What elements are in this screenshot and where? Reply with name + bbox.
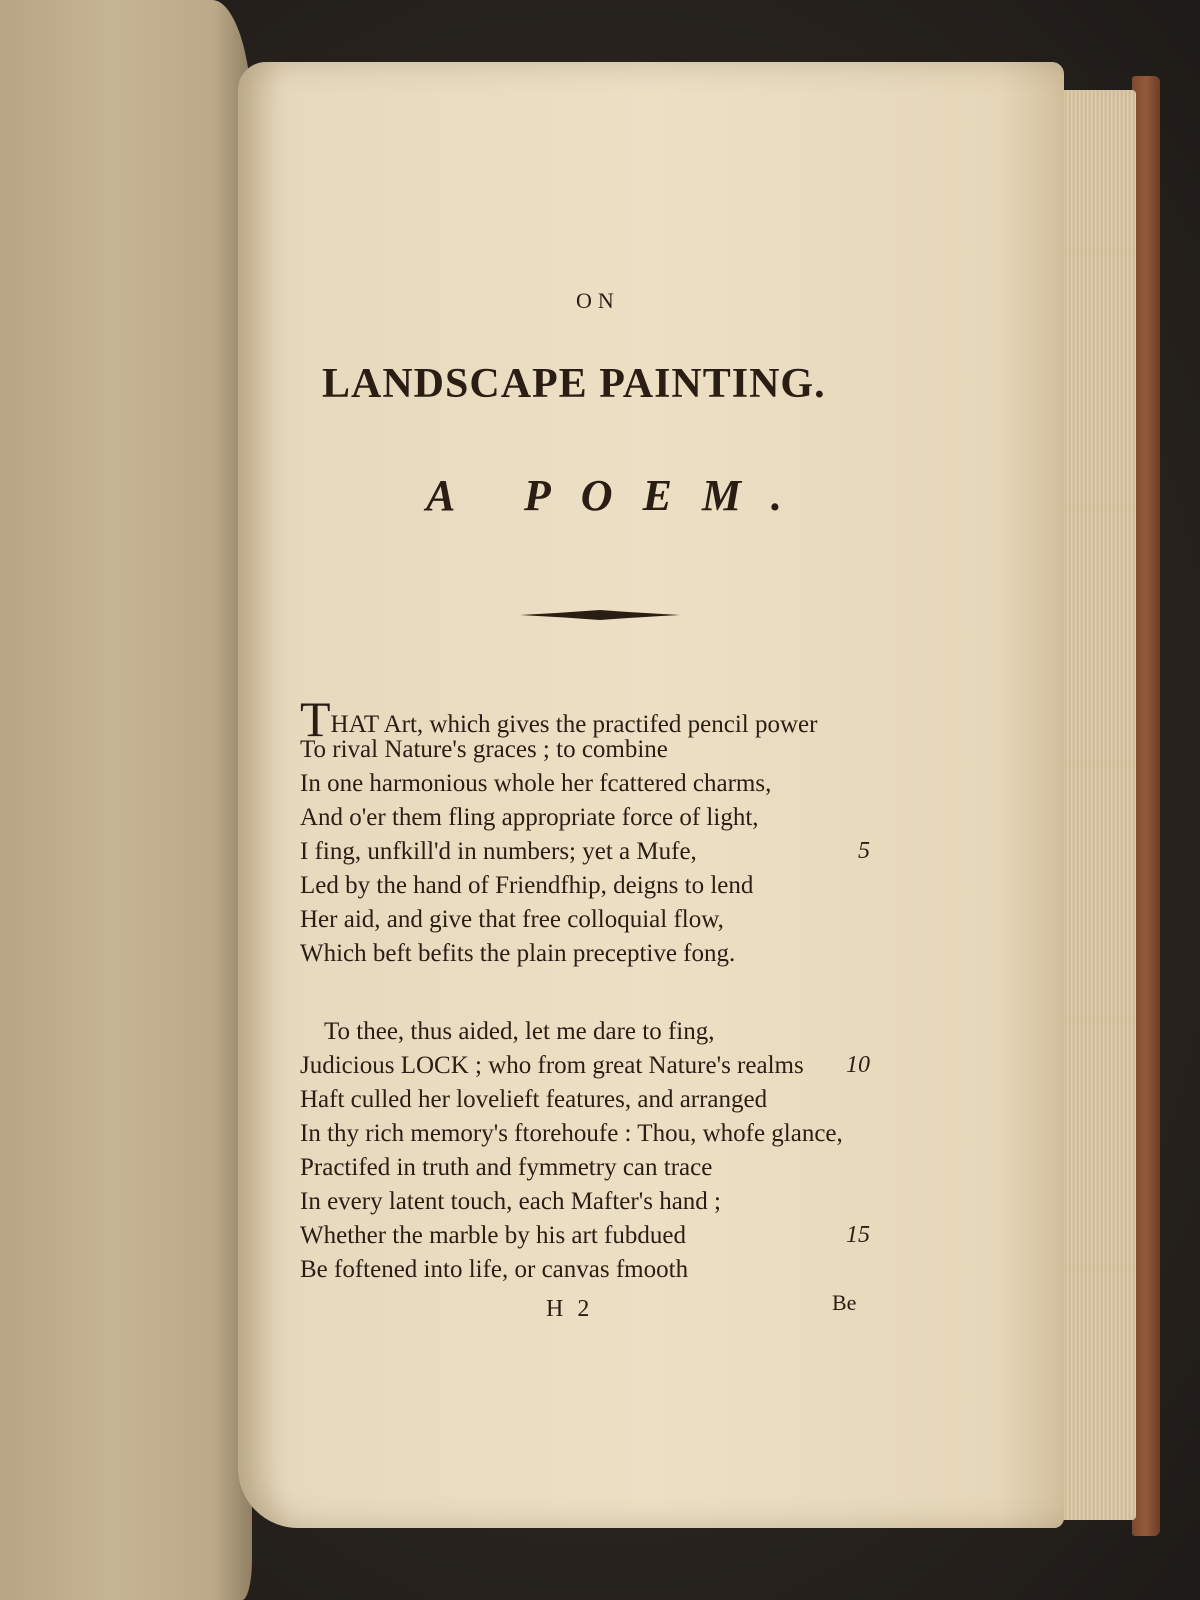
verse-text: I fing, unfkill'd in numbers; yet a Mufe, xyxy=(300,838,697,865)
verse-text: HAT Art, which gives the practifed pencil power xyxy=(330,711,818,738)
verse-line xyxy=(300,1018,880,1052)
line-number: 10 xyxy=(846,1052,870,1078)
verse-text: In every latent touch, each Mafter's hand ; xyxy=(300,1188,721,1215)
page-title: LANDSCAPE PAINTING. xyxy=(322,361,826,407)
verse-text: Haft culled her lovelieft features, and arranged xyxy=(300,1086,768,1113)
verse-line xyxy=(300,1222,880,1256)
stanza-2 xyxy=(300,1018,880,1290)
verse-text: In one harmonious whole her fcattered charms, xyxy=(300,770,772,797)
verse-text: And o'er them fling appropriate force of light, xyxy=(300,804,759,831)
signature-mark: H 2 xyxy=(546,1296,594,1322)
verse-line xyxy=(300,690,880,747)
line-number: 15 xyxy=(846,1222,870,1248)
verse-line xyxy=(300,1120,880,1154)
verse-text: In thy rich memory's ftorehoufe : Thou, whofe glance, xyxy=(300,1120,843,1147)
heading-on: ON xyxy=(576,288,620,313)
verse-line xyxy=(300,804,880,838)
verse-text: Her aid, and give that free colloquial flow, xyxy=(300,906,724,933)
verse-text: Which beft befits the plain preceptive fong. xyxy=(300,940,736,967)
verse-text: Led by the hand of Friendfhip, deigns to lend xyxy=(300,872,754,899)
book-cover-edge xyxy=(1132,76,1160,1536)
verse-line xyxy=(300,736,880,770)
verse-line xyxy=(300,1188,880,1222)
catchword: Be xyxy=(832,1290,857,1315)
page-subtitle: A POEM. xyxy=(426,471,813,520)
verse-text: Judicious LOCK ; who from great Nature's realms xyxy=(300,1052,804,1079)
verse-line xyxy=(300,906,880,940)
verse-text: To thee, thus aided, let me dare to fing, xyxy=(324,1018,715,1045)
left-page xyxy=(0,0,252,1600)
line-number: 5 xyxy=(858,838,870,864)
verse-line xyxy=(300,1052,880,1086)
verse-line xyxy=(300,838,880,872)
verse-line xyxy=(300,940,880,974)
verse-text: Whether the marble by his art fubdued xyxy=(300,1222,686,1249)
verse-line xyxy=(300,1086,880,1120)
verse-text: To rival Nature's graces ; to combine xyxy=(300,736,668,763)
verse-text: Be foftened into life, or canvas fmooth xyxy=(300,1256,689,1283)
verse-line xyxy=(300,1154,880,1188)
ornament-rule xyxy=(520,608,680,622)
verse-line xyxy=(300,872,880,906)
stanza-1 xyxy=(300,690,880,974)
verse-text: Practifed in truth and fymmetry can trace xyxy=(300,1154,713,1181)
verse-line xyxy=(300,770,880,804)
drop-cap: T xyxy=(300,691,331,747)
verse-line xyxy=(300,1256,880,1290)
